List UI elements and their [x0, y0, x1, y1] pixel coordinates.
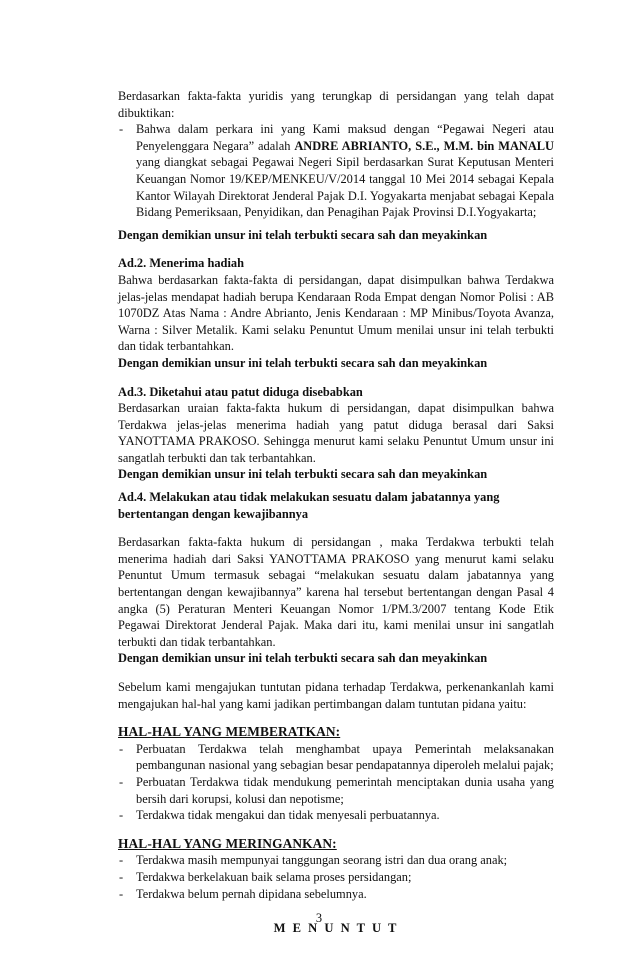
defendant-name: ANDRE ABRIANTO, S.E., M.M. bin MANALU [294, 138, 555, 153]
conclusion-3: Dengan demikian unsur ini telah terbukti secara sah dan meyakinkan [118, 467, 488, 482]
list-item: - Terdakwa belum pernah dipidana sebelumnya. [118, 886, 554, 903]
page-number: 3 [315, 911, 323, 925]
meringankan-heading: HAL-HAL YANG MERINGANKAN: [118, 835, 337, 851]
list-item: - Perbuatan Terdakwa telah menghambat upaya Pemerintah melaksanakan pembangunan nasional yang sebagian besar pendapatannya diperoleh melalui pajak; [118, 741, 554, 774]
memberatkan-heading: HAL-HAL YANG MEMBERATKAN: [118, 724, 341, 740]
menuntut-title: M E N U N T U T [273, 921, 399, 936]
ad2-heading: Ad.2. Menerima hadiah [118, 256, 244, 271]
intro-paragraph: Berdasarkan fakta-fakta yuridis yang terungkap di persidangan yang telah dapat dibuktikan: [118, 89, 554, 120]
conclusion-1: Dengan demikian unsur ini telah terbukti secara sah dan meyakinkan [118, 227, 488, 242]
page-content [118, 88, 554, 937]
conclusion-2: Dengan demikian unsur ini telah terbukti secara sah dan meyakinkan [118, 355, 488, 370]
ad4-heading-line1: Ad.4. Melakukan atau tidak melakukan sesuatu dalam jabatannya yang [118, 490, 500, 505]
memberatkan-list [118, 741, 554, 824]
ad2-body: Bahwa berdasarkan fakta-fakta di persidangan, dapat disimpulkan bahwa Terdakwa jelas-jelas mendapat hadiah berupa Kendaraan Roda Empat dengan Nomor Polisi : AB 1070DZ Atas Nama : Andre Abrianto, Jenis Kendaraan : MP Minibus/Toyota Avanza, Warna : Silver Metalik. Kami selaku Penuntut Umum menilai unsur ini telah terbukti dan tidak terbantahkan. [118, 272, 554, 354]
ad3-heading: Ad.3. Diketahui atau patut diduga disebabkan [118, 384, 363, 399]
intro-list [118, 121, 554, 221]
meringankan-list [118, 852, 554, 902]
ad4-heading-line2: bertentangan dengan kewajibannya [118, 506, 309, 521]
list-item: - Terdakwa masih mempunyai tanggungan seorang istri dan dua orang anak; [118, 852, 554, 869]
list-item [118, 121, 554, 221]
intro-item-text-cont: yang diangkat sebagai Pegawai Negeri Sipil berdasarkan Surat Keputusan Menteri Keuangan Nomor 19/KEP/MENKEU/V/2014 tanggal 10 Mei 2014 sebagai Kepala Kantor Wilayah Direktorat Jenderal Pajak D.I. Yogyakarta menjabat sebagai Kepala Bidang Pemeriksaan, Penyidikan, dan Penagihan Pajak Provinsi D.I.Yogyakarta; [136, 155, 554, 220]
list-item: - Terdakwa berkelakuan baik selama proses persidangan; [118, 869, 554, 886]
list-item: - Perbuatan Terdakwa tidak mendukung pemerintah menciptakan dunia usaha yang bersih dari korupsi, kolusi dan nepotisme; [118, 774, 554, 807]
before-tuntutan-paragraph: Sebelum kami mengajukan tuntutan pidana terhadap Terdakwa, perkenankanlah kami mengajukan hal-hal yang kami jadikan pertimbangan dalam tuntutan pidana yaitu: [118, 680, 554, 711]
conclusion-4: Dengan demikian unsur ini telah terbukti secara sah dan meyakinkan [118, 651, 488, 666]
list-item: - Terdakwa tidak mengakui dan tidak menyesali perbuatannya. [118, 807, 554, 824]
ad3-body: Berdasarkan uraian fakta-fakta hukum di persidangan, dapat disimpulkan bahwa Terdakwa jelas-jelas menerima hadiah yang patut diduga berasal dari Saksi YANOTTAMA PRAKOSO. Sehingga menurut kami selaku Penuntut Umum unsur ini sangatlah terbukti dan tak terbantahkan. [118, 401, 554, 465]
intro-item-text: Bahwa dalam perkara ini yang Kami maksud dengan “Pegawai Negeri atau Penyelenggara Negara” adalah [136, 122, 554, 153]
ad4-body: Berdasarkan fakta-fakta hukum di persidangan , maka Terdakwa terbukti telah menerima hadiah dari Saksi YANOTTAMA PRAKOSO yang menurut kami selaku Penuntut Umum termasuk sebagai “melakukan sesuatu dalam jabatannya yang bertentangan dengan kewajibannya” karena hal tersebut bertentangan dengan Pasal 4 angka (5) Peraturan Menteri Keuangan Nomor 1/PM.3/2007 tentang Kode Etik Pegawai Direktorat Jenderal Pajak. Maka dari itu, kami menilai unsur ini sangatlah terbukti dan tidak terbantahkan. [118, 535, 554, 649]
